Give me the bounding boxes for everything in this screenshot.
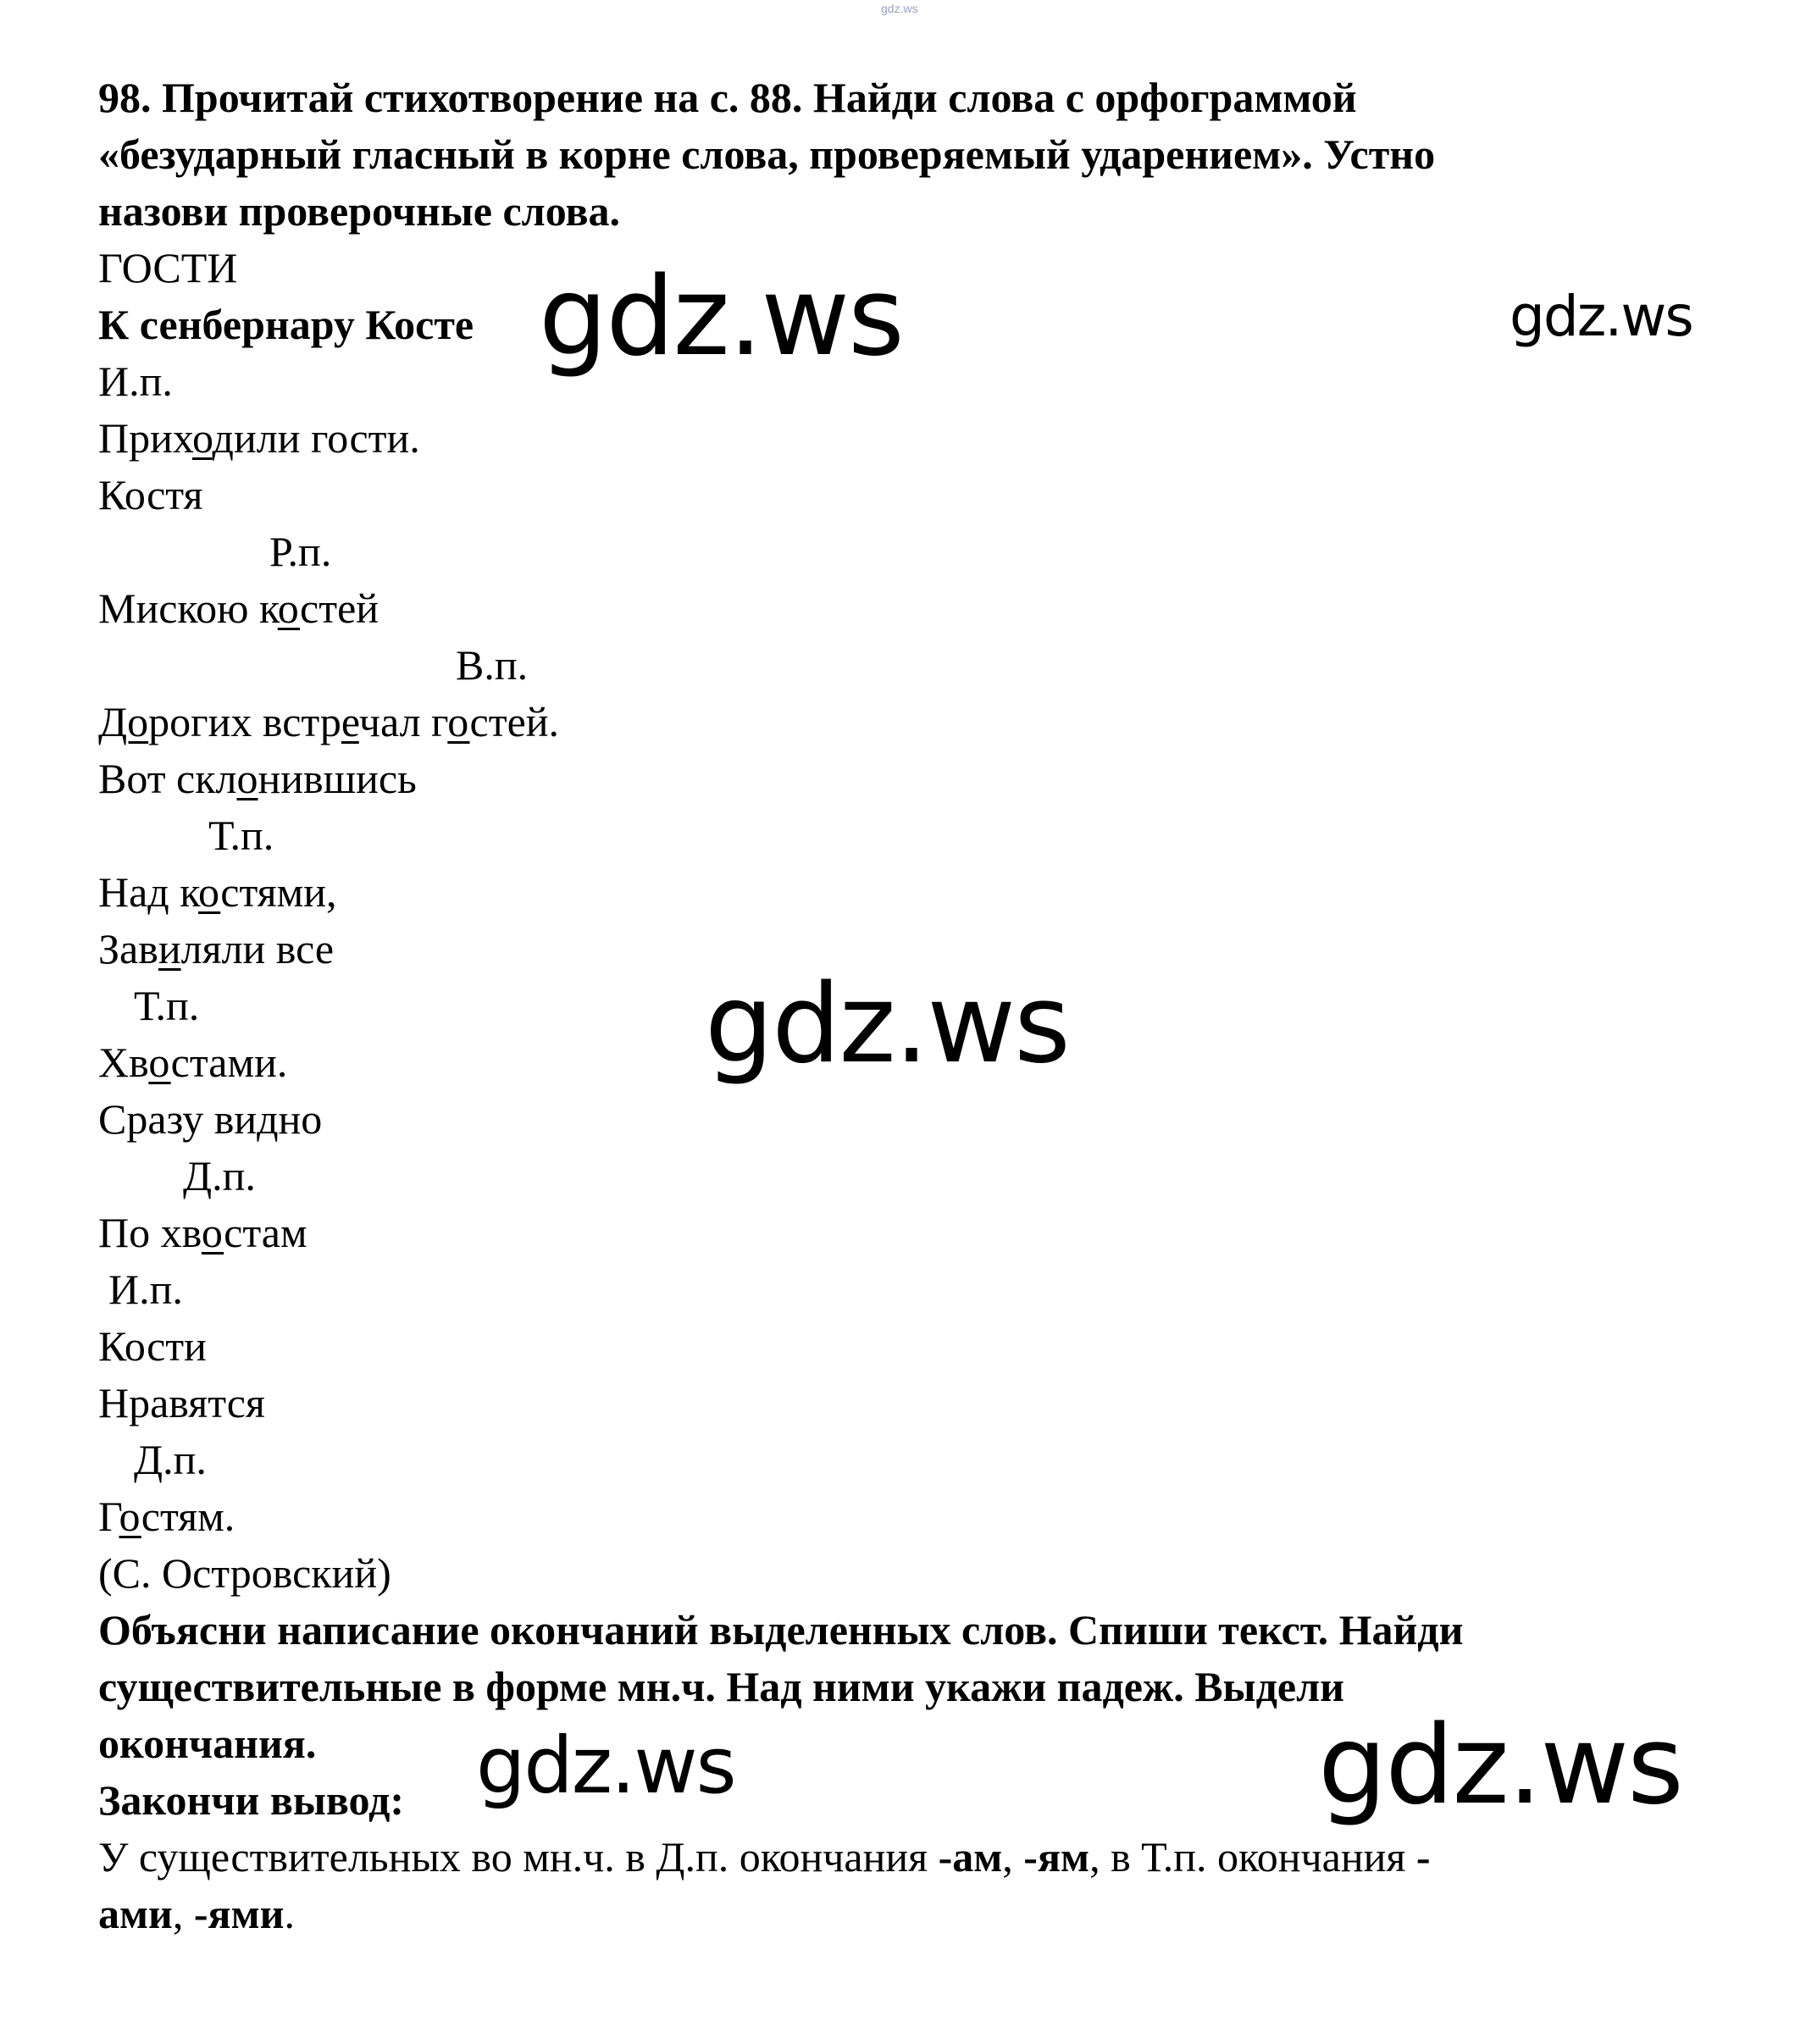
task-line-3: назови проверочные слова. [98,187,620,235]
poem-line: Кости [98,1322,207,1370]
instruction-line-2: существительные в форме мн.ч. Над ними укажи падеж. Выдели [98,1663,1344,1710]
poem-line: Костя [98,471,203,518]
underlined-vowel: о [119,1493,141,1540]
poem-dedication: К сенбернару Косте [98,301,474,348]
watermark: gdz.ws [705,961,1069,1088]
underlined-vowel: о [148,1039,171,1086]
case-label: Р.п. [269,528,332,575]
poem-line: Сразу видно [98,1095,323,1143]
case-label: И.п. [98,357,173,405]
underlined-vowel: и [158,925,181,972]
poem-line: Над костями, [98,868,337,916]
watermark: gdz.ws [539,254,903,380]
task-line-1: 98. Прочитай стихотворение на с. 88. Найди слова с орфограммой [98,74,1357,121]
poem-title: ГОСТИ [98,244,238,291]
watermark: gdz.ws [476,1720,735,1811]
underlined-vowel: о [198,868,221,916]
poem-line: По хвостам [98,1209,307,1256]
poem-line: Завиляли все [98,925,335,972]
conclusion-line-2: ами, -ями. [98,1890,295,1937]
instruction-line-1: Объясни написание окончаний выделенных слов. Спиши текст. Найди [98,1606,1464,1653]
case-label: Д.п. [134,1436,207,1483]
case-label: В.п. [456,641,529,689]
underlined-vowel: о [236,755,258,802]
underlined-vowel: е [341,698,359,745]
poem-line: Мискою костей [98,584,379,632]
conclusion-line-1: У существительных во мн.ч. в Д.п. окончания -ам, -ям, в Т.п. окончания - [98,1833,1431,1881]
instruction-line-4: Закончи вывод: [98,1776,405,1824]
poem-line: Хвостами. [98,1039,288,1086]
poem-line: Вот склонившись [98,755,417,802]
underlined-vowel: о [277,584,301,632]
case-label: И.п. [108,1266,183,1313]
underlined-vowel: До [98,698,149,745]
instruction-line-3: окончания. [98,1720,317,1767]
watermark: gdz.ws [1510,284,1692,349]
poem-author: (С. Островский) [98,1549,391,1597]
task-line-2: «безударный гласный в корне слова, проверяемый ударением». Устно [98,130,1436,178]
poem-line: Нравятся [98,1379,265,1426]
case-label: Д.п. [183,1152,256,1199]
case-label: Т.п. [208,812,274,859]
poem-line: Приходили гости. [98,414,420,462]
watermark: gdz.ws [1318,1703,1682,1829]
case-label: Т.п. [134,982,200,1029]
poem-line: Дорогих встречал гостей. [98,698,560,745]
poem-line: Гостям. [98,1493,235,1540]
top-watermark: gdz.ws [881,2,918,15]
underlined-vowel: о [191,414,213,462]
underlined-vowel: о [201,1209,224,1256]
underlined-vowel: о [447,698,470,745]
